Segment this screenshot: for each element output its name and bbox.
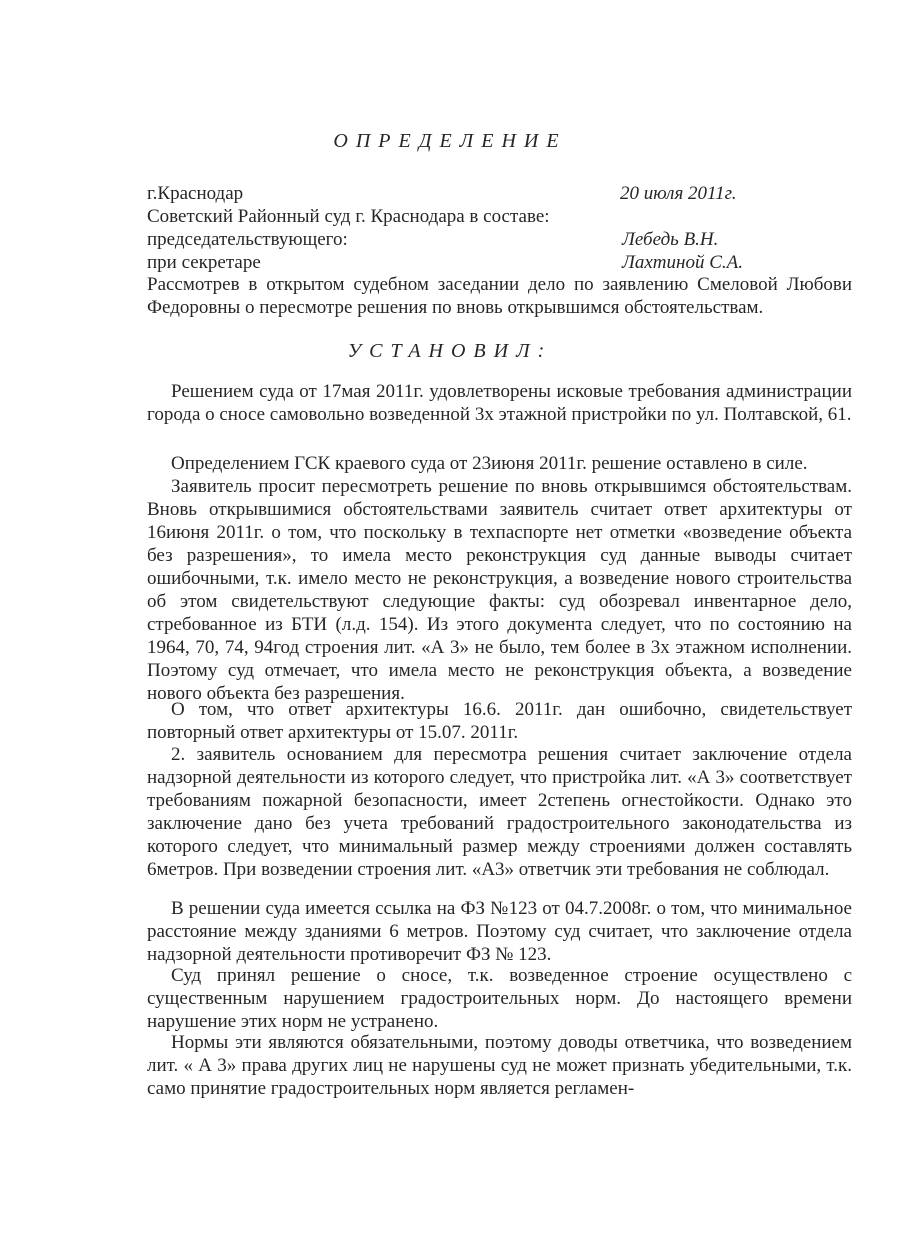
paragraph-7: Суд принял решение о сносе, т.к. возведенное строение осуществлено с существенным нарушением градостроительных норм. До настоящего времени нарушение этих норм не устранено.	[147, 965, 852, 1032]
intro-paragraph: Рассмотрев в открытом судебном заседании дело по заявлению Смеловой Любови Федоровны о пересмотре решения по вновь открывшимся обстоятельствам.	[147, 274, 852, 318]
section-title: УСТАНОВИЛ:	[347, 340, 553, 362]
court-composition: Советский Районный суд г. Краснодара в составе:	[147, 206, 550, 227]
paragraph-2: Определением ГСК краевого суда от 23июня 2011г. решение оставлено в силе.	[171, 453, 808, 474]
presiding-label: председательствующего:	[147, 229, 348, 250]
secretary-label: при секретаре	[147, 252, 261, 273]
secretary-name: Лахтиной С.А.	[622, 252, 743, 273]
paragraph-3: Заявитель просит пересмотреть решение по вновь открывшимся обстоятельствам. Вновь открывшимися обстоятельствами заявитель считает ответ архитектуры от 16июня 2011г. о том, что поскольку в техпаспорте нет отметки «возведение объекта без разрешения», то имела место реконструкция суд данные выводы считает ошибочными, т.к. имело место не реконструкция, а возведение нового строительства об этом свидетельствуют следующие факты: суд обозревал инвентарное дело, стребованное из БТИ (л.д. 154). Из этого документа следует, что по состоянию на 1964, 70, 74, 94год строения лит. «А 3» не было, тем более в 3х этажном исполнении. Поэтому суд отмечает, что имела место не реконструкция объекта, а возведение нового объекта без разрешения.	[147, 476, 852, 704]
document-title: ОПРЕДЕЛЕНИЕ	[333, 130, 567, 152]
paragraph-6: В решении суда имеется ссылка на ФЗ №123 от 04.7.2008г. о том, что минимальное расстояние между зданиями 6 метров. Поэтому суд считает, что заключение отдела надзорной деятельности противоречит ФЗ № 123.	[147, 898, 852, 965]
paragraph-8: Нормы эти являются обязательными, поэтому доводы ответчика, что возведением лит. « А 3» права других лиц не нарушены суд не может признать убедительными, т.к. само принятие градостроительных норм является регламен-	[147, 1032, 852, 1099]
city: г.Краснодар	[147, 183, 244, 204]
paragraph-5: 2. заявитель основанием для пересмотра решения считает заключение отдела надзорной деятельности из которого следует, что пристройка лит. «А 3» соответствует требованиям пожарной безопасности, имеет 2степень огнестойкости. Однако это заключение дано без учета требований градостроительного законодательства из которого следует, что минимальный размер между строениями должен составлять 6метров. При возведении строения лит. «А3» ответчик эти требования не соблюдал.	[147, 744, 852, 880]
presiding-name: Лебедь В.Н.	[622, 229, 719, 250]
paragraph-1: Решением суда от 17мая 2011г. удовлетворены исковые требования администрации города о сносе самовольно возведенной 3х этажной пристройки по ул. Полтавской, 61.	[147, 381, 852, 425]
date: 20 июля 2011г.	[620, 183, 737, 204]
paragraph-4: О том, что ответ архитектуры 16.6. 2011г. дан ошибочно, свидетельствует повторный ответ архитектуры от 15.07. 2011г.	[147, 699, 852, 743]
